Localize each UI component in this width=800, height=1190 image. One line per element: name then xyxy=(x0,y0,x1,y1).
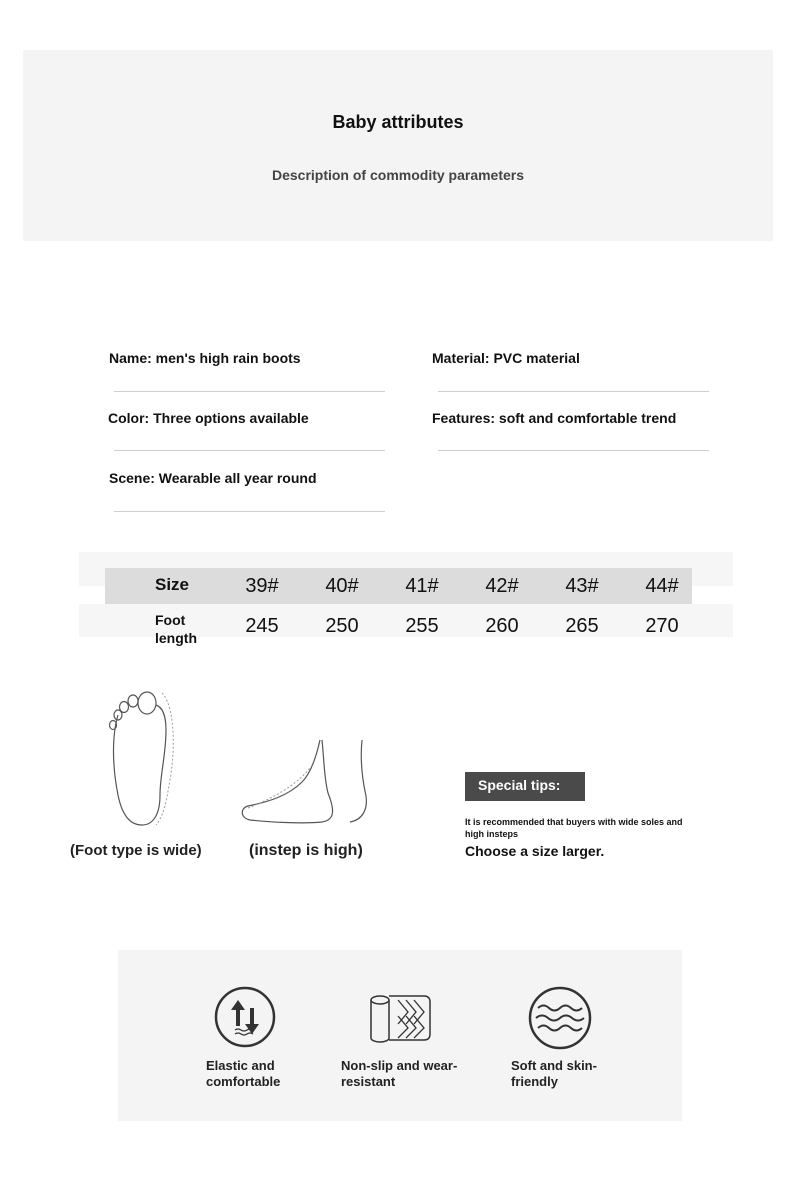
feature-nonslip-label: Non-slip and wear-resistant xyxy=(341,1058,458,1089)
high-instep-caption: (instep is high) xyxy=(249,842,363,859)
size-label: Size xyxy=(155,575,190,594)
non-slip-sole-icon xyxy=(368,994,434,1044)
features-panel xyxy=(118,950,682,1121)
length-cell: 245 xyxy=(245,615,279,637)
size-cell: 40# xyxy=(325,575,359,597)
attr-color: Color: Three options available xyxy=(108,410,309,426)
length-label xyxy=(155,611,197,647)
elastic-arrows-icon xyxy=(214,986,276,1048)
divider xyxy=(114,511,385,512)
divider xyxy=(114,450,385,451)
high-instep-foot-icon xyxy=(238,738,370,828)
feature-elastic-label: Elastic and comfortable xyxy=(206,1058,281,1089)
size-cell: 39# xyxy=(245,575,279,597)
length-label-line1: Foot xyxy=(155,612,186,628)
wide-foot-icon xyxy=(100,685,185,830)
length-label-line2: length xyxy=(155,630,197,646)
length-cell: 265 xyxy=(565,615,599,637)
header-subtitle: Description of commodity parameters xyxy=(271,167,525,183)
tips-note: It is recommended that buyers with wide soles and high insteps xyxy=(465,817,683,839)
attr-name: Name: men's high rain boots xyxy=(109,350,301,366)
special-tips-badge: Special tips: xyxy=(465,772,585,801)
size-cell: 42# xyxy=(485,575,519,597)
length-cell: 255 xyxy=(405,615,439,637)
divider xyxy=(438,450,709,451)
length-cell: 270 xyxy=(645,615,679,637)
header-banner xyxy=(23,50,773,241)
size-cell: 41# xyxy=(405,575,439,597)
size-cell: 44# xyxy=(645,575,679,597)
length-cell: 260 xyxy=(485,615,519,637)
size-cell: 43# xyxy=(565,575,599,597)
soft-waves-icon xyxy=(528,986,592,1050)
tips-recommendation: Choose a size larger. xyxy=(465,843,605,859)
header-title: Baby attributes xyxy=(332,112,464,132)
feature-soft-label: Soft and skin-friendly xyxy=(511,1058,597,1089)
attr-material: Material: PVC material xyxy=(432,350,580,366)
attr-features: Features: soft and comfortable trend xyxy=(432,410,677,426)
attr-scene: Scene: Wearable all year round xyxy=(109,470,317,486)
wide-foot-caption: (Foot type is wide) xyxy=(70,842,202,859)
divider xyxy=(438,391,709,392)
length-cell: 250 xyxy=(325,615,359,637)
divider xyxy=(114,391,385,392)
